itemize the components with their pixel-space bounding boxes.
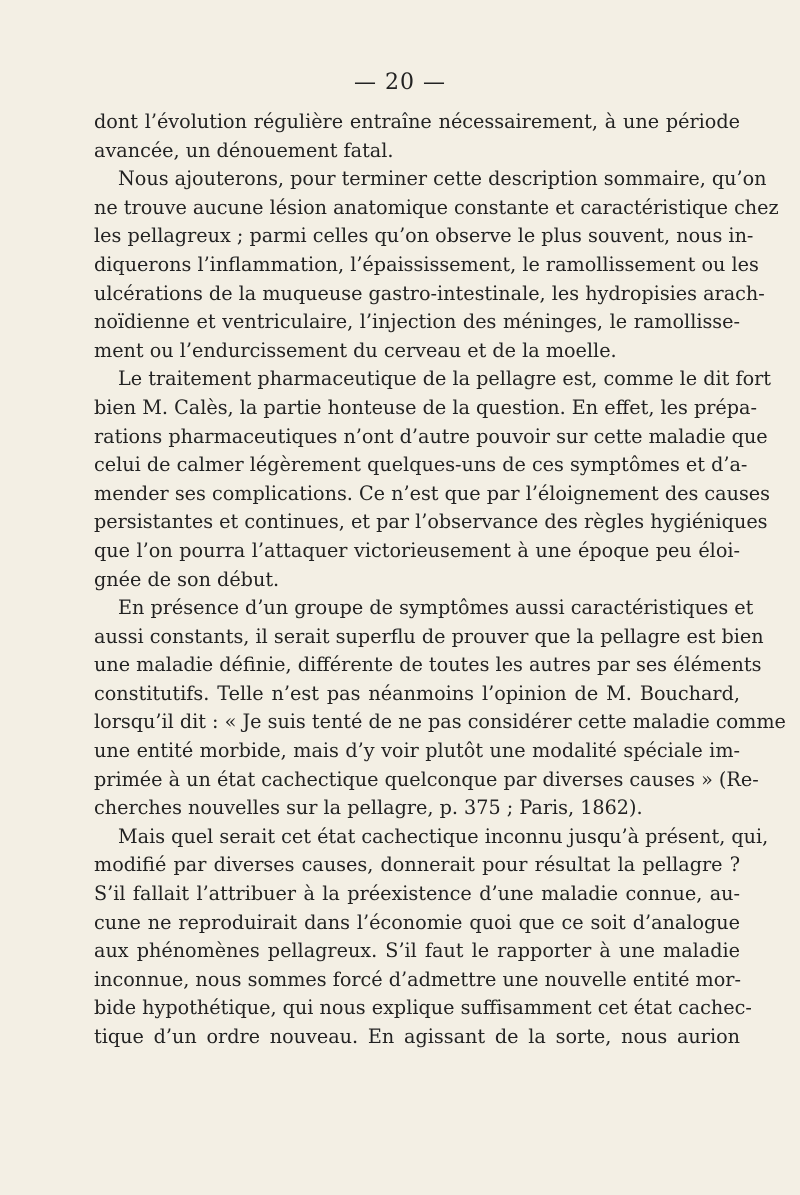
text-line: bide hypothétique, qui nous explique suffisamment cet état cachec- [94,996,752,1020]
text-line: inconnue, nous sommes forcé d’admettre une nouvelle entité mor- [94,967,741,991]
text-line: ulcérations de la muqueuse gastro-intestinale, les hydropisies arach- [94,281,765,305]
page-number: — 20 — [354,70,446,95]
text-line: avancée, un dénouement fatal. [94,138,394,162]
text-line: une entité morbide, mais d’y voir plutôt une modalité spéciale im- [94,739,740,763]
text-line: primée à un état cachectique quelconque par diverses causes » (Re- [94,767,759,791]
text-line: constitutifs. Telle n’est pas néanmoins l’opinion de M. Bouchard, [94,681,740,705]
text-line: S’il fallait l’attribuer à la préexistence d’une maladie connue, au- [94,882,740,906]
text-line: ment ou l’endurcissement du cerveau et de la moelle. [94,338,617,362]
text-line: cherches nouvelles sur la pellagre, p. 375 ; Paris, 1862). [94,796,643,820]
text-line: Nous ajouterons, pour terminer cette description sommaire, qu’on [118,167,767,191]
text-line: gnée de son début. [94,567,280,591]
text-line: ne trouve aucune lésion anatomique constante et caractéristique chez [94,195,779,219]
text-line: persistantes et continues, et par l’observance des règles hygiéniques [94,510,768,534]
text-line: En présence d’un groupe de symptômes aussi caractéristiques et [118,596,754,620]
text-line: bien M. Calès, la partie honteuse de la question. En effet, les prépa- [94,395,757,419]
text-line: les pellagreux ; parmi celles qu’on observe le plus souvent, nous in- [94,224,754,248]
text-line: rations pharmaceutiques n’ont d’autre pouvoir sur cette maladie que [94,424,768,448]
text-line: mender ses complications. Ce n’est que par l’éloignement des causes [94,481,770,505]
text-line: aux phénomènes pellagreux. S’il faut le rapporter à une maladie [94,939,740,963]
text-line: Le traitement pharmaceutique de la pellagre est, comme le dit fort [118,367,772,391]
text-line: lorsqu’il dit : « Je suis tenté de ne pas considérer cette maladie comme [94,710,786,734]
text-line: modifié par diverses causes, donnerait pour résultat la pellagre ? [94,853,740,877]
text-line: une maladie définie, différente de toutes les autres par ses éléments [94,653,762,677]
text-line: Mais quel serait cet état cachectique inconnu jusqu’à présent, qui, [118,824,769,848]
text-line: que l’on pourra l’attaquer victorieusement à une époque peu éloi- [94,538,740,562]
text-line: celui de calmer légèrement quelques-uns de ces symptômes et d’a- [94,453,748,477]
text-line: tique d’un ordre nouveau. En agissant de la sorte, nous aurion [94,1025,740,1048]
text-line: dont l’évolution régulière entraîne nécessairement, à une période [94,110,740,133]
body-text [94,108,786,1052]
text-line: aussi constants, il serait superflu de prouver que la pellagre est bien [94,624,764,648]
text-line: diquerons l’inflammation, l’épaississement, le ramollissement ou les [94,252,759,276]
text-line: cune ne reproduirait dans l’économie quoi que ce soit d’analogue [94,910,740,934]
text-line: noïdienne et ventriculaire, l’injection des méninges, le ramollisse- [94,310,740,334]
